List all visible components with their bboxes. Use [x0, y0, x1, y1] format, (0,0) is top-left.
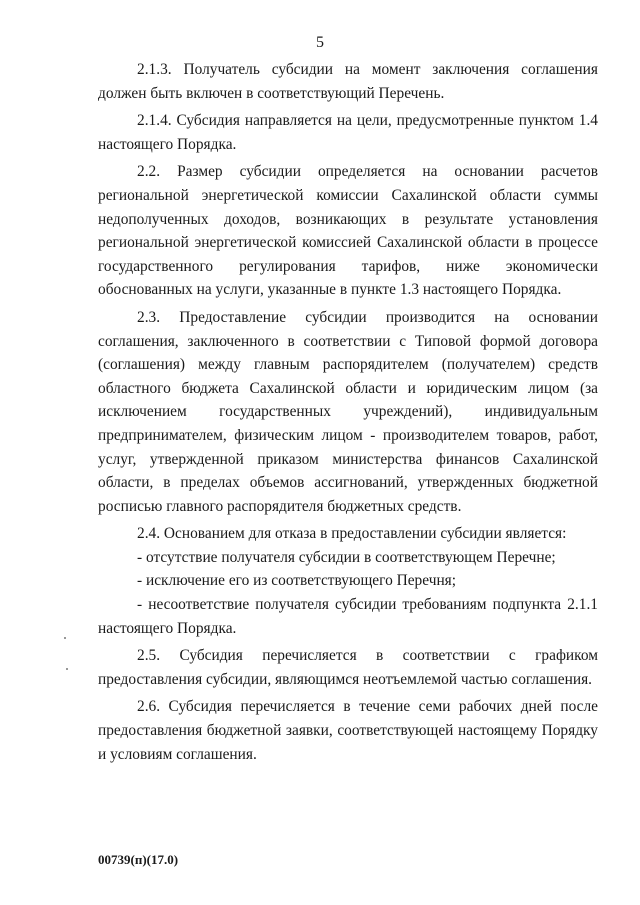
paragraph-2-1-3: 2.1.3. Получатель субсидии на момент заключения соглашения должен быть включен в соответствующий Перечень.	[98, 61, 598, 102]
page-number: 5	[316, 34, 324, 51]
scan-speck	[66, 668, 68, 670]
list-item-nonconformity: - несоответствие получателя субсидии требованиям подпункта 2.1.1 настоящего Порядка.	[98, 596, 598, 637]
list-item-no-recipient: - отсутствие получателя субсидии в соответствующем Перечне;	[137, 548, 556, 566]
paragraph-2-4: 2.4. Основанием для отказа в предоставлении субсидии является:	[137, 525, 567, 543]
document-code: 00739(п)(17.0)	[98, 852, 179, 867]
paragraph-2-3: 2.3. Предоставление субсидии производится на основании соглашения, заключенного в соответствии с Типовой формой договора (соглашения) между главным распорядителем (получателем) средств областного бюджета Сахалинской области и юридическим лицом (за исключением государственных учреждений), индивидуальным предпринимателем, физическим лицом - производителем товаров, работ, услуг, утвержденной приказом министерства финансов Сахалинской области, в пределах объемов ассигнований, утвержденных бюджетной росписью главного распорядителя бюджетных средств.	[98, 308, 598, 515]
paragraph-2-2: 2.2. Размер субсидии определяется на основании расчетов региональной энергетической комиссии Сахалинской области суммы недополученных доходов, возникающих в результате установления региональной энергетической комиссией Сахалинской области в процессе государственного регулирования тарифов, ниже экономически обоснованных на услуги, указанные в пункте 1.3 настоящего Порядка.	[98, 163, 598, 299]
paragraph-2-5: 2.5. Субсидия перечисляется в соответствии с графиком предоставления субсидии, являющимся неотъемлемой частью соглашения.	[98, 647, 598, 688]
paragraph-2-6: 2.6. Субсидия перечисляется в течение семи рабочих дней после предоставления бюджетной заявки, соответствующей настоящему Порядку и условиям соглашения.	[98, 698, 598, 763]
document-body	[98, 58, 598, 770]
scan-speck	[64, 637, 66, 639]
paragraph-2-1-4: 2.1.4. Субсидия направляется на цели, предусмотренные пунктом 1.4 настоящего Порядка.	[98, 112, 598, 153]
list-item-excluded: - исключение его из соответствующего Перечня;	[137, 572, 457, 590]
